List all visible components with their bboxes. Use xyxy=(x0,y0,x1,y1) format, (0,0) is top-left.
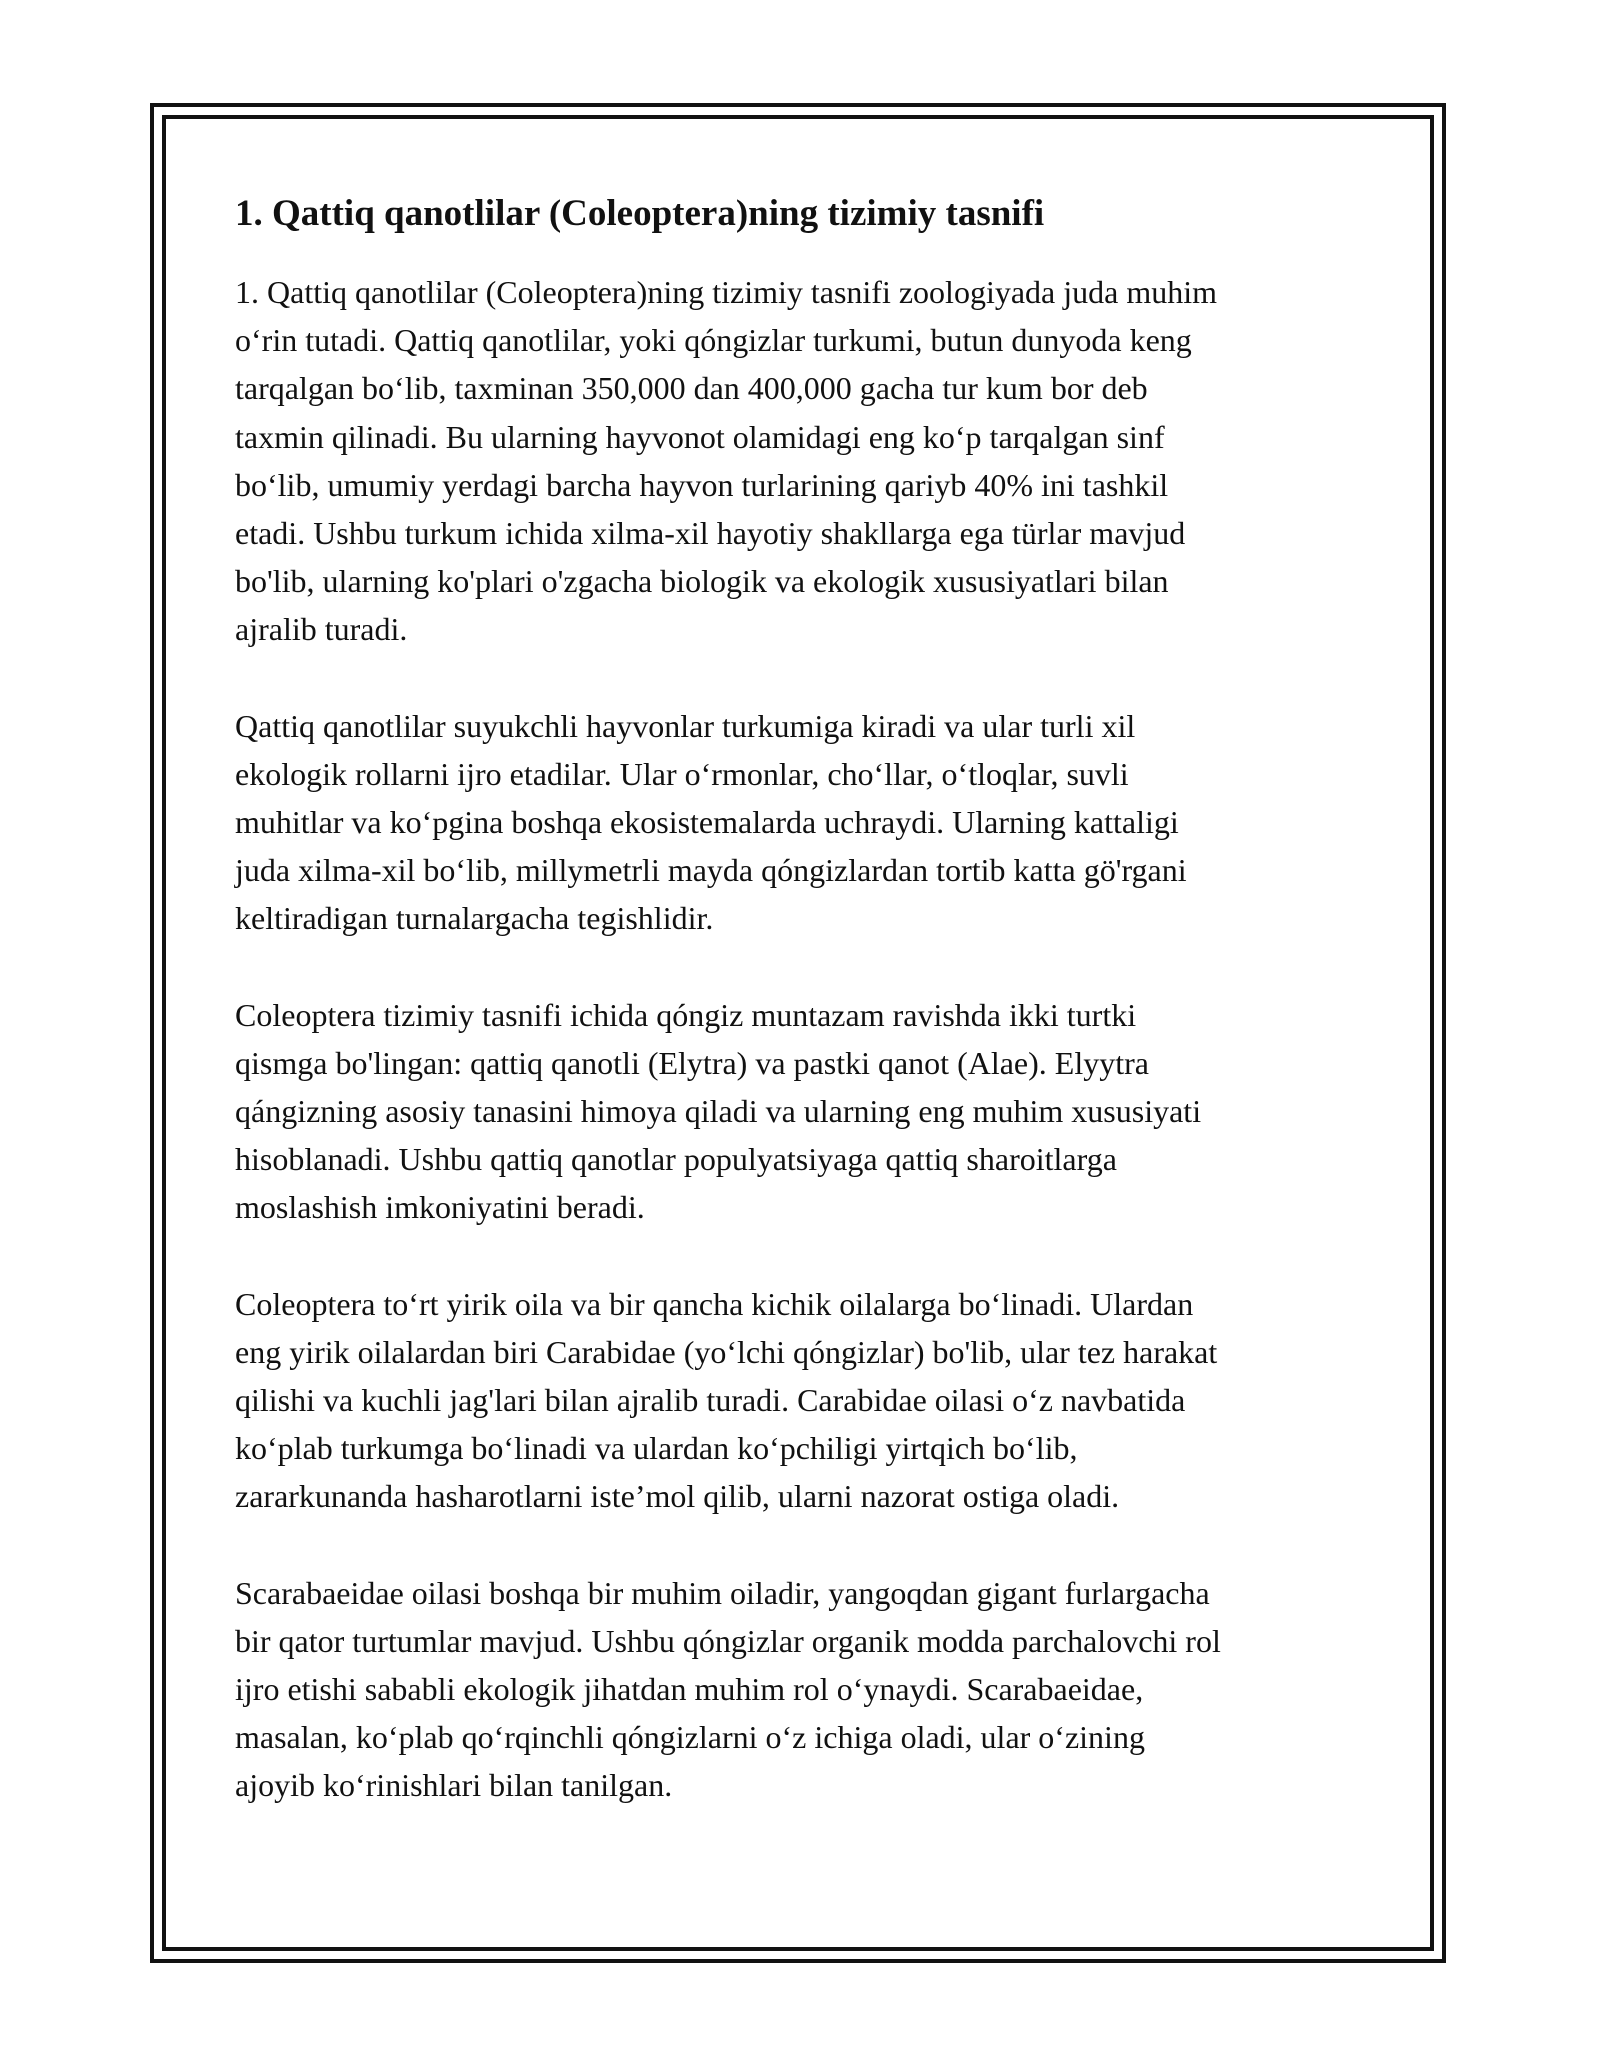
paragraph-line: masalan, koʻplab qoʻrqinchli qóngizlarni oʻz ichiga oladi, ular oʻzining xyxy=(235,1719,1145,1756)
paragraph-line: 1. Qattiq qanotlilar (Coleoptera)ning tizimiy tasnifi zoologiyada juda muhim xyxy=(235,274,1217,310)
body-paragraph xyxy=(235,1569,1365,1810)
paragraph-line: etadi. Ushbu turkum ichida xilma-xil hayotiy shakllarga ega türlar mavjud xyxy=(235,515,1186,552)
paragraph-line: juda xilma-xil boʻlib, millymetrli mayda qóngizlardan tortib katta gö'rgani xyxy=(235,852,1187,889)
paragraph-line: qismga bo'lingan: qattiq qanotli (Elytra) va pastki qanot (Alae). Elyytra xyxy=(235,1044,1149,1081)
paragraph-line: boʻlib, umumiy yerdagi barcha hayvon turlarining qariyb 40% ini tashkil xyxy=(235,466,1169,503)
paragraph-line: Scarabaeidae oilasi boshqa bir muhim oiladir, yangoqdan gigant furlargacha xyxy=(235,1574,1210,1611)
paragraph-line: ekologik rollarni ijro etadilar. Ular oʻrmonlar, choʻllar, oʻtloqlar, suvli xyxy=(235,755,1129,792)
paragraph-line: eng yirik oilalardan biri Carabidae (yoʻlchi qóngizlar) bo'lib, ular tez harakat xyxy=(235,1333,1218,1370)
paragraph-line: bo'lib, ularning ko'plari o'zgacha biologik va ekologik xususiyatlari bilan xyxy=(235,563,1169,600)
paragraph-list xyxy=(235,268,1365,1810)
paragraph-line: hisoblanadi. Ushbu qattiq qanotlar populyatsiyaga qattiq sharoitlarga xyxy=(235,1141,1117,1178)
paragraph-line: ajoyib koʻrinishlari bilan tanilgan. xyxy=(235,1767,673,1804)
body-paragraph xyxy=(235,1280,1365,1521)
paragraph-line: Coleoptera toʻrt yirik oila va bir qancha kichik oilalarga boʻlinadi. Ulardan xyxy=(235,1285,1194,1322)
paragraph-line: Coleoptera tizimiy tasnifi ichida qóngiz muntazam ravishda ikki turtki xyxy=(235,996,1137,1033)
paragraph-line: bir qator turtumlar mavjud. Ushbu qóngizlar organik modda parchalovchi rol xyxy=(235,1622,1221,1659)
document-body xyxy=(235,190,1365,1858)
paragraph-line: moslashish imkoniyatini beradi. xyxy=(235,1189,645,1226)
paragraph-line: taxmin qilinadi. Bu ularning hayvonot olamidagi eng koʻp tarqalgan sinf xyxy=(235,418,1165,455)
body-paragraph xyxy=(235,702,1365,943)
body-paragraph xyxy=(235,268,1365,654)
paragraph-line: keltiradigan turnalargacha tegishlidir. xyxy=(235,900,714,937)
paragraph-line: ijro etishi sababli ekologik jihatdan muhim rol oʻynaydi. Scarabaeidae, xyxy=(235,1671,1144,1708)
paragraph-line: Qattiq qanotlilar suyukchli hayvonlar turkumiga kiradi va ular turli xil xyxy=(235,707,1136,744)
paragraph-line: tarqalgan boʻlib, taxminan 350,000 dan 400,000 gacha tur kum bor deb xyxy=(235,370,1148,407)
paragraph-line: koʻplab turkumga boʻlinadi va ulardan koʻpchiligi yirtqich boʻlib, xyxy=(235,1430,1078,1467)
paragraph-line: qilishi va kuchli jag'lari bilan ajralib turadi. Carabidae oilasi oʻz navbatida xyxy=(235,1382,1186,1419)
body-paragraph xyxy=(235,991,1365,1232)
paragraph-line: qángizning asosiy tanasini himoya qiladi va ularning eng muhim xususiyati xyxy=(235,1093,1202,1130)
paragraph-line: zararkunanda hasharotlarni iste’mol qilib, ularni nazorat ostiga oladi. xyxy=(235,1478,1120,1515)
paragraph-line: muhitlar va koʻpgina boshqa ekosistemalarda uchraydi. Ularning kattaligi xyxy=(235,804,1179,841)
document-title: 1. Qattiq qanotlilar (Coleoptera)ning tizimiy tasnifi xyxy=(235,193,1045,234)
paragraph-line: ajralib turadi. xyxy=(235,611,408,648)
paragraph-line: oʻrin tutadi. Qattiq qanotlilar, yoki qóngizlar turkumi, butun dunyoda keng xyxy=(235,322,1192,359)
